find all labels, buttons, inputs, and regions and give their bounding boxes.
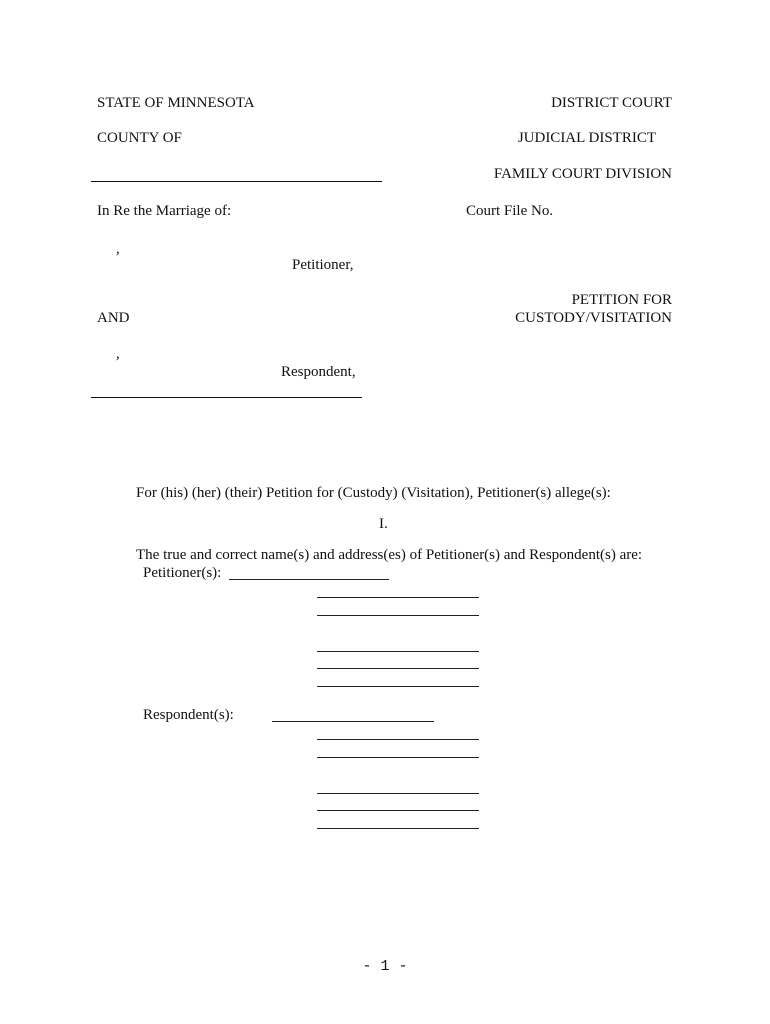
and-label: AND — [97, 310, 130, 326]
respondent-name-line[interactable] — [272, 721, 434, 722]
respondent-address-line[interactable] — [317, 757, 479, 758]
respondent-role-label: Respondent, — [281, 364, 356, 380]
respondent-address-line[interactable] — [317, 739, 479, 740]
section-number: I. — [379, 516, 388, 532]
page-number: - 1 - — [362, 958, 408, 975]
document-title-line1: PETITION FOR — [571, 292, 672, 308]
petitioner-comma: , — [116, 241, 120, 257]
petitioner-role-label: Petitioner, — [292, 257, 354, 273]
respondent-comma: , — [116, 346, 120, 362]
document-title-line2: CUSTODY/VISITATION — [515, 310, 672, 326]
judicial-district-label: JUDICIAL DISTRICT — [517, 130, 656, 146]
state-name: STATE OF MINNESOTA — [97, 95, 255, 111]
petitioner-field-label: Petitioner(s): — [143, 565, 222, 581]
respondent-address-line[interactable] — [317, 810, 479, 811]
county-label: COUNTY OF — [97, 130, 182, 146]
petitioner-address-line[interactable] — [317, 686, 479, 687]
division-label: FAMILY COURT DIVISION — [493, 166, 672, 182]
court-name: DISTRICT COURT — [551, 95, 672, 111]
respondent-address-line[interactable] — [317, 793, 479, 794]
petitioner-address-line[interactable] — [317, 651, 479, 652]
in-re-label: In Re the Marriage of: — [97, 203, 232, 219]
respondent-address-line[interactable] — [317, 828, 479, 829]
petitioner-address-line[interactable] — [317, 615, 479, 616]
respondent-field-label: Respondent(s): — [143, 707, 234, 723]
names-intro: The true and correct name(s) and address(es) of Petitioner(s) and Respondent(s) are: — [136, 547, 643, 563]
court-file-label: Court File No. — [466, 203, 554, 219]
petitioner-name-line[interactable] — [229, 579, 389, 580]
county-blank-line[interactable] — [91, 181, 382, 182]
petitioner-address-line[interactable] — [317, 668, 479, 669]
petitioner-address-line[interactable] — [317, 597, 479, 598]
caption-bottom-line — [91, 397, 362, 398]
petition-intro: For (his) (her) (their) Petition for (Custody) (Visitation), Petitioner(s) allege(s): — [136, 485, 611, 501]
